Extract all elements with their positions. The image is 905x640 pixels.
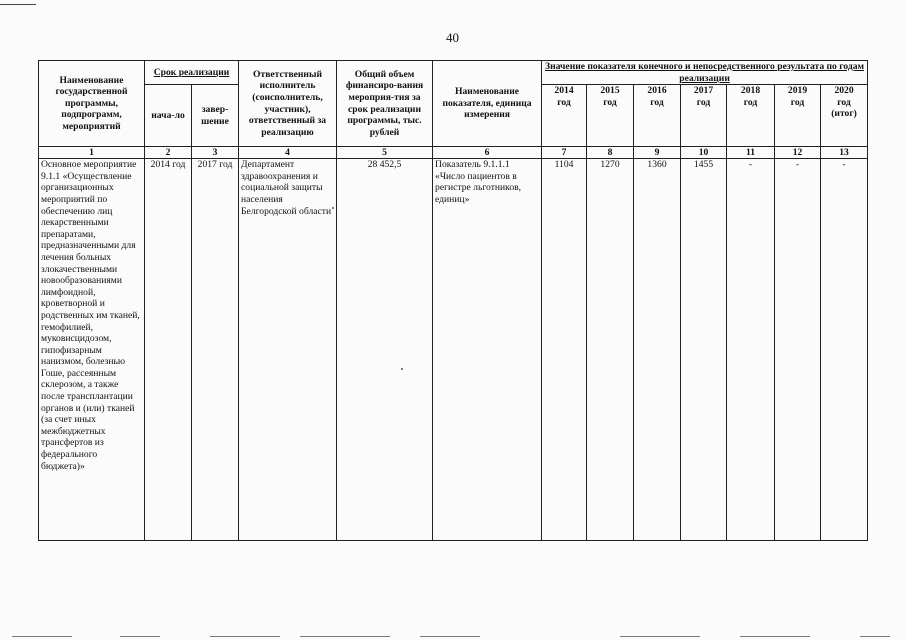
- column-number: 6: [433, 147, 542, 159]
- row-indicator: Показатель 9.1.1.1 «Число пациентов в регистре льготников, единиц»: [433, 159, 542, 541]
- scan-speck: [332, 207, 334, 209]
- row-value-2015: 1270: [587, 159, 634, 541]
- row-value-2019: -: [775, 159, 821, 541]
- header-year-2014: 2014 год: [542, 85, 587, 147]
- column-number: 9: [634, 147, 681, 159]
- row-value-2014: 1104: [542, 159, 587, 541]
- row-funding: 28 452,5: [337, 159, 433, 541]
- row-term-start: 2014 год: [145, 159, 192, 541]
- column-number: 5: [337, 147, 433, 159]
- header-year-2016: 2016 год: [634, 85, 681, 147]
- column-number: 7: [542, 147, 587, 159]
- header-term-start: нача-ло: [145, 85, 192, 147]
- column-number: 2: [145, 147, 192, 159]
- header-year-2018: 2018 год: [727, 85, 775, 147]
- top-edge-rule: [0, 4, 36, 5]
- column-number: 1: [39, 147, 145, 159]
- header-term-end: завер-шение: [192, 85, 239, 147]
- row-responsible: Департамент здравоохранения и социальной защиты населения Белгородской области: [239, 159, 337, 541]
- row-value-2020: -: [821, 159, 868, 541]
- header-funding: Общий объем финансиро-вания мероприя-тия за срок реализации программы, тыс. рублей: [337, 61, 433, 147]
- header-year-2017: 2017 год: [681, 85, 727, 147]
- column-number: 4: [239, 147, 337, 159]
- header-program-name: Наименование государственной программы, подпрограмм, мероприятий: [39, 61, 145, 147]
- scan-speck: [401, 368, 403, 370]
- row-value-2016: 1360: [634, 159, 681, 541]
- header-responsible: Ответственный исполнитель (соисполнитель, участник), ответственный за реализацию: [239, 61, 337, 147]
- header-year-2020: 2020 год (итог): [821, 85, 868, 147]
- program-table: [38, 60, 868, 541]
- header-indicator-values: Значение показателя конечного и непосредственного результата по годам реализации: [542, 61, 868, 85]
- row-program-name: Основное мероприятие 9.1.1 «Осуществление организационных мероприятий по обеспечению лиц лекарственными препаратами, предназначенными для лечения больных злокачественными новообразованиями лимфоидной, кроветворной и родственных им тканей, гемофилией, муковисцидозом, гипофизарным нанизмом, болезнью Гоше, рассеянным склерозом, а также после трансплантации органов и (или) тканей (за счет иных межбюджетных трансфертов из федерального бюджета)»: [39, 159, 145, 541]
- row-term-end: 2017 год: [192, 159, 239, 541]
- column-number: 11: [727, 147, 775, 159]
- column-number: 8: [587, 147, 634, 159]
- row-value-2018: -: [727, 159, 775, 541]
- header-indicator-name: Наименование показателя, единица измерения: [433, 61, 542, 147]
- row-value-2017: 1455: [681, 159, 727, 541]
- header-year-2019: 2019 год: [775, 85, 821, 147]
- column-number: 12: [775, 147, 821, 159]
- table-row: [39, 159, 868, 541]
- column-number: 3: [192, 147, 239, 159]
- scan-edge-noise: [0, 634, 905, 640]
- header-year-2015: 2015 год: [587, 85, 634, 147]
- column-number: 13: [821, 147, 868, 159]
- column-number: 10: [681, 147, 727, 159]
- header-term: Срок реализации: [145, 61, 239, 85]
- page-number: 40: [446, 30, 459, 45]
